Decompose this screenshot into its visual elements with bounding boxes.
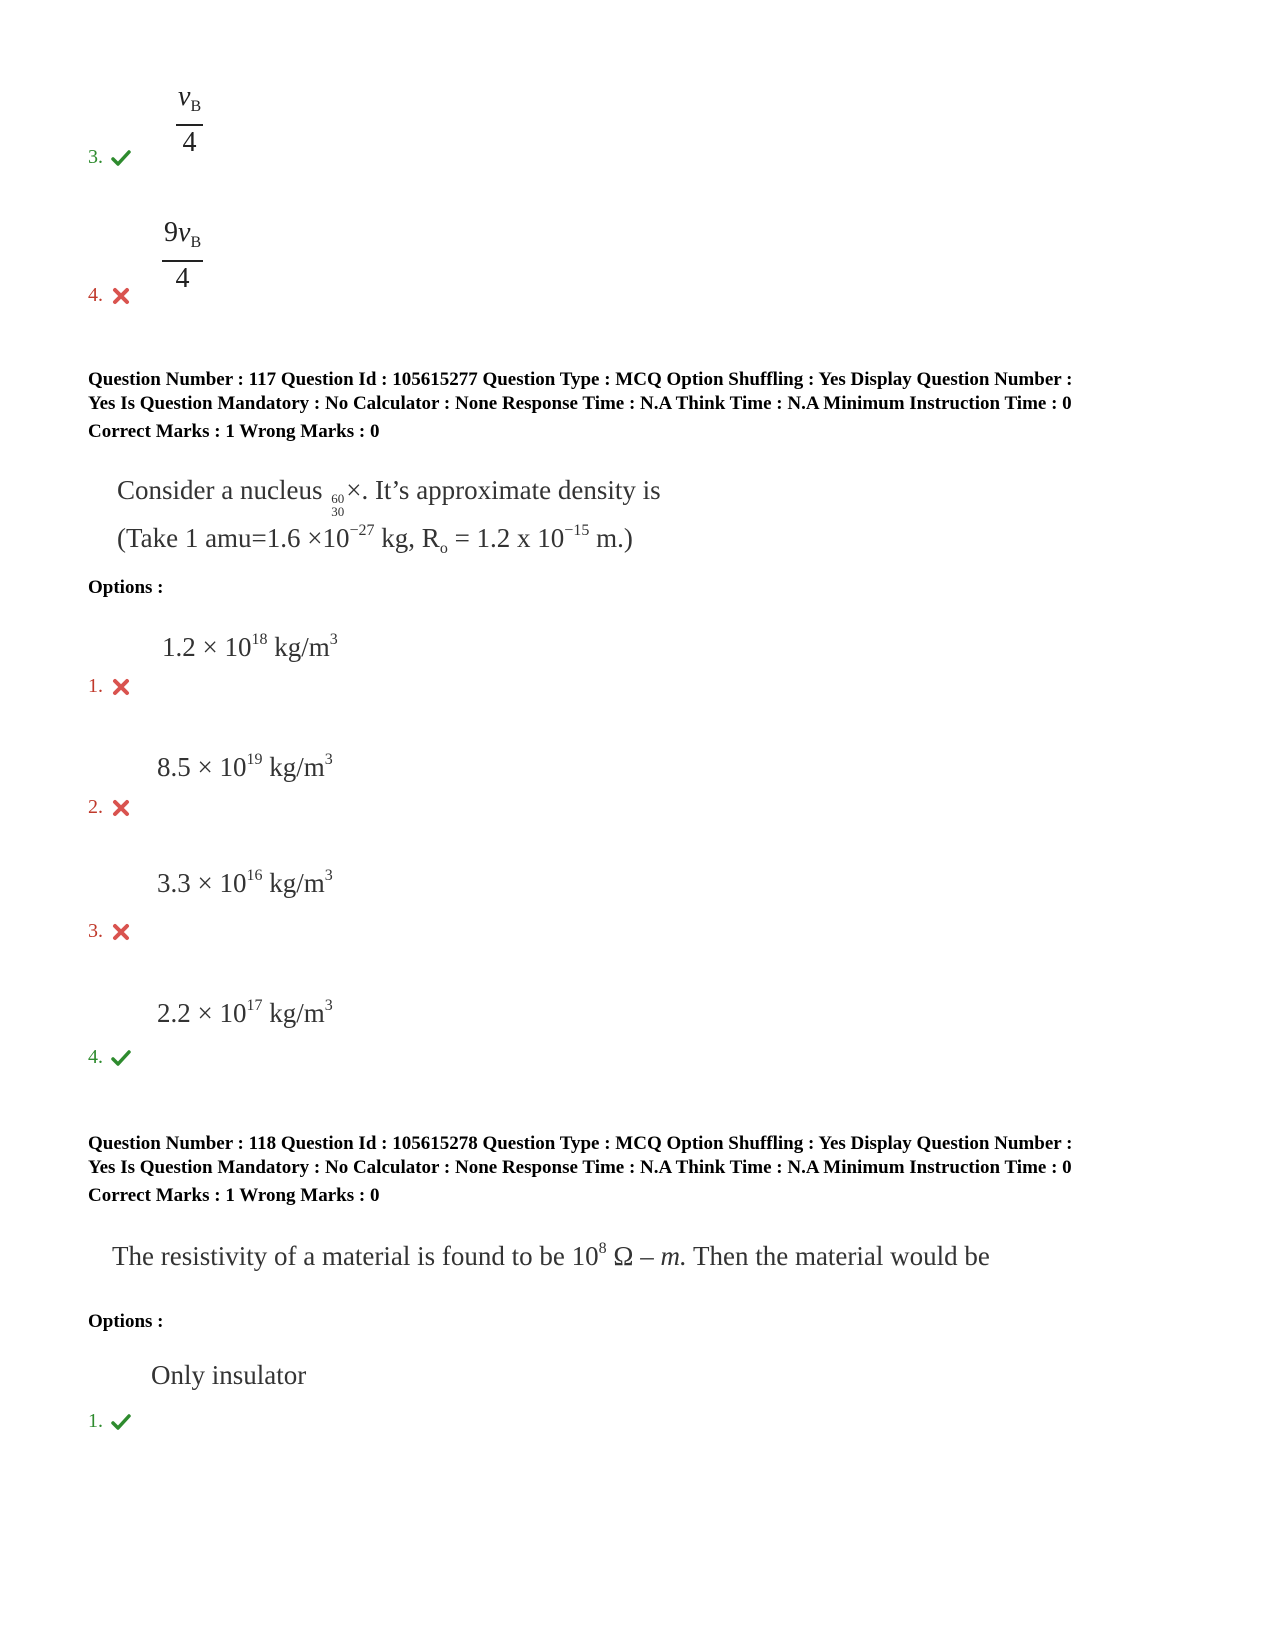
prev-option-3 [88,146,131,169]
q118-options-label: Options : [88,1311,164,1332]
option-number: 3. [88,146,103,168]
prev-option-4-formula: $\frac{9v_B}{4}$ [164,217,202,294]
wrong-cross-icon [111,677,131,697]
option-number: 3. [88,920,103,942]
q118-option-1-text: Only insulator [151,1360,307,1390]
q117-option-4 [88,1046,131,1069]
wrong-cross-icon [111,922,131,942]
correct-check-icon [111,1412,131,1432]
prev-option-3-formula: $\frac{v_B}{4}$ [178,81,202,158]
q117-option-2-text: $8.5 \times 10^{19}$ $kg/m^3$ [157,751,333,782]
q117-option-1-text: $1.2 \times 10^{18}$ $kg/m^3$ [162,631,338,662]
option-number: 1. [88,675,103,697]
q117-option-3-text: $3.3 \times 10^{16}$ $kg/m^3$ [157,867,333,898]
isotope-notation: 60 30 [331,491,345,519]
correct-check-icon [111,148,131,168]
option-number: 4. [88,1046,103,1068]
q117-option-3 [88,920,131,943]
q117-option-4-text: $2.2 \times 10^{17}$ $kg/m^3$ [157,997,333,1028]
q117-question-text: Consider a nucleus 60 30 ×. It’s approximate density is (Take 1 $amu=1.6 \times 10^{-27}$ kg, $R_o = 1.2$ x $10^{-15}$ m.) [117,475,661,557]
option-number: 2. [88,796,103,818]
correct-check-icon [111,1048,131,1068]
q117-options-label: Options : [88,577,164,598]
q118-question-text: The resistivity of a material is found to be $10^8$ Ω – m. Then the material would be [112,1240,990,1271]
option-number: 4. [88,284,103,306]
q118-metadata: Question Number : 118 Question Id : 105615278 Question Type : MCQ Option Shuffling : Yes Display Question Number : Yes Is Question Mandatory : No Calculator : None Response Time : N.A Think Time : N.A Minimum Instruction Time : 0 Correct Marks : 1 Wrong Marks : 0 [88,1133,1073,1206]
q118-option-1 [88,1410,131,1433]
wrong-cross-icon [111,798,131,818]
prev-option-4 [88,284,131,307]
option-number: 1. [88,1410,103,1432]
q117-option-2 [88,796,131,819]
wrong-cross-icon [111,286,131,306]
q117-option-1 [88,675,131,698]
q117-metadata: Question Number : 117 Question Id : 105615277 Question Type : MCQ Option Shuffling : Yes Display Question Number : Yes Is Question Mandatory : No Calculator : None Response Time : N.A Think Time : N.A Minimum Instruction Time : 0 Correct Marks : 1 Wrong Marks : 0 [88,369,1073,442]
